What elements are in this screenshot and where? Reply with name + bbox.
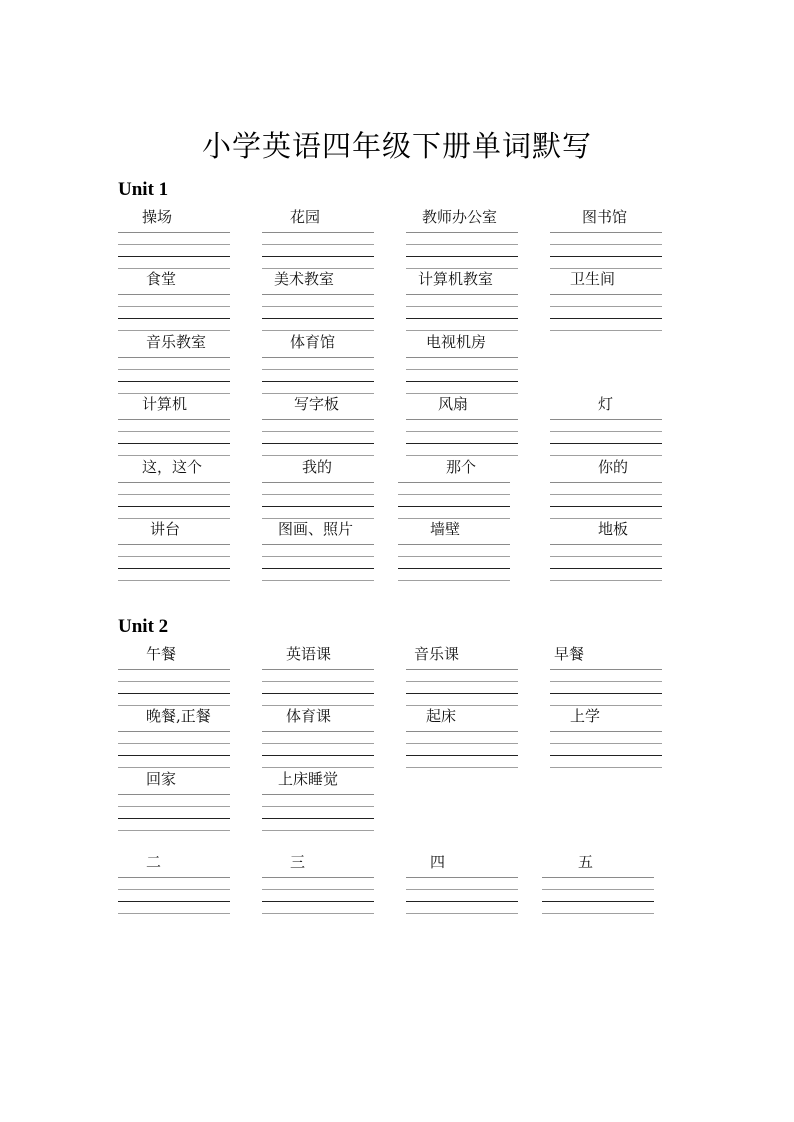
writing-line[interactable] — [262, 830, 374, 831]
writing-line[interactable] — [398, 518, 510, 519]
chinese-word-prompt: 美术教室 — [274, 270, 335, 288]
writing-line[interactable] — [406, 431, 518, 432]
chinese-word-prompt: 音乐课 — [414, 645, 460, 663]
writing-line[interactable] — [550, 743, 662, 744]
writing-line[interactable] — [118, 693, 230, 694]
writing-line[interactable] — [118, 381, 230, 382]
writing-line[interactable] — [118, 743, 230, 744]
word-cell — [542, 853, 654, 917]
word-cell — [406, 333, 518, 397]
writing-line[interactable] — [550, 681, 662, 682]
writing-line[interactable] — [550, 767, 662, 768]
writing-line[interactable] — [118, 568, 230, 569]
writing-line[interactable] — [262, 518, 374, 519]
writing-line[interactable] — [406, 455, 518, 456]
writing-line[interactable] — [550, 244, 662, 245]
writing-line[interactable] — [398, 506, 510, 507]
word-cell — [118, 208, 230, 272]
chinese-word-prompt: 音乐教室 — [146, 333, 207, 351]
chinese-word-prompt: 灯 — [598, 395, 614, 413]
writing-line[interactable] — [262, 431, 374, 432]
word-cell — [550, 645, 662, 709]
writing-line[interactable] — [118, 256, 230, 257]
writing-line[interactable] — [550, 568, 662, 569]
writing-line[interactable] — [118, 580, 230, 581]
page-title: 小学英语四年级下册单词默写 — [201, 129, 592, 163]
writing-line[interactable] — [118, 419, 230, 420]
word-cell — [406, 645, 518, 709]
chinese-word-prompt: 风扇 — [438, 395, 469, 413]
writing-line[interactable] — [406, 913, 518, 914]
word-cell — [118, 395, 230, 459]
writing-line[interactable] — [118, 357, 230, 358]
writing-line[interactable] — [118, 393, 230, 394]
writing-line[interactable] — [406, 889, 518, 890]
writing-line[interactable] — [118, 901, 230, 902]
word-cell — [550, 520, 662, 584]
writing-line[interactable] — [262, 419, 374, 420]
writing-line[interactable] — [118, 518, 230, 519]
writing-line[interactable] — [262, 268, 374, 269]
chinese-word-prompt: 这，这个 — [142, 458, 203, 476]
writing-line[interactable] — [118, 767, 230, 768]
writing-line[interactable] — [550, 330, 662, 331]
writing-line[interactable] — [118, 455, 230, 456]
writing-line[interactable] — [550, 268, 662, 269]
word-cell — [262, 770, 374, 834]
word-cell — [262, 520, 374, 584]
writing-line[interactable] — [262, 330, 374, 331]
word-cell — [398, 520, 510, 584]
writing-line[interactable] — [406, 294, 518, 295]
writing-line[interactable] — [550, 232, 662, 233]
writing-line[interactable] — [118, 818, 230, 819]
writing-line[interactable] — [262, 455, 374, 456]
writing-line[interactable] — [398, 482, 510, 483]
chinese-word-prompt: 图画、照片 — [278, 520, 354, 538]
writing-line[interactable] — [118, 681, 230, 682]
writing-line[interactable] — [542, 877, 654, 878]
writing-line[interactable] — [406, 256, 518, 257]
word-cell — [398, 458, 510, 522]
chinese-word-prompt: 五 — [578, 853, 594, 871]
writing-line[interactable] — [406, 681, 518, 682]
writing-line[interactable] — [550, 294, 662, 295]
chinese-word-prompt: 回家 — [146, 770, 177, 788]
writing-line[interactable] — [262, 877, 374, 878]
writing-line[interactable] — [406, 901, 518, 902]
chinese-word-prompt: 电视机房 — [426, 333, 487, 351]
writing-line[interactable] — [262, 681, 374, 682]
writing-line[interactable] — [118, 244, 230, 245]
writing-line[interactable] — [406, 357, 518, 358]
chinese-word-prompt: 午餐 — [146, 645, 177, 663]
writing-line[interactable] — [398, 568, 510, 569]
word-cell — [118, 853, 230, 917]
writing-line[interactable] — [406, 244, 518, 245]
writing-line[interactable] — [550, 494, 662, 495]
writing-line[interactable] — [118, 294, 230, 295]
word-cell — [550, 208, 662, 272]
writing-line[interactable] — [550, 693, 662, 694]
writing-line[interactable] — [262, 743, 374, 744]
writing-line[interactable] — [262, 544, 374, 545]
unit-heading: Unit 2 — [118, 616, 169, 637]
writing-line[interactable] — [262, 901, 374, 902]
chinese-word-prompt: 三 — [290, 853, 306, 871]
word-cell — [406, 853, 518, 917]
chinese-word-prompt: 起床 — [426, 707, 457, 725]
writing-line[interactable] — [262, 232, 374, 233]
word-cell — [262, 707, 374, 771]
chinese-word-prompt: 英语课 — [286, 645, 332, 663]
writing-line[interactable] — [542, 889, 654, 890]
writing-line[interactable] — [262, 556, 374, 557]
writing-line[interactable] — [262, 767, 374, 768]
writing-line[interactable] — [118, 544, 230, 545]
writing-line[interactable] — [118, 877, 230, 878]
writing-line[interactable] — [398, 494, 510, 495]
writing-line[interactable] — [118, 556, 230, 557]
writing-line[interactable] — [542, 901, 654, 902]
chinese-word-prompt: 图书馆 — [582, 208, 628, 226]
writing-line[interactable] — [550, 431, 662, 432]
writing-line[interactable] — [118, 506, 230, 507]
unit-heading: Unit 1 — [118, 179, 169, 200]
writing-line[interactable] — [118, 913, 230, 914]
word-cell — [118, 770, 230, 834]
writing-line[interactable] — [118, 306, 230, 307]
writing-line[interactable] — [406, 419, 518, 420]
writing-line[interactable] — [118, 431, 230, 432]
writing-line[interactable] — [118, 889, 230, 890]
writing-line[interactable] — [406, 369, 518, 370]
chinese-word-prompt: 我的 — [302, 458, 333, 476]
word-cell — [550, 270, 662, 334]
writing-line[interactable] — [406, 755, 518, 756]
writing-line[interactable] — [118, 369, 230, 370]
chinese-word-prompt: 墙壁 — [430, 520, 461, 538]
writing-line[interactable] — [118, 755, 230, 756]
writing-line[interactable] — [118, 330, 230, 331]
word-cell — [118, 707, 230, 771]
writing-line[interactable] — [406, 767, 518, 768]
writing-line[interactable] — [262, 580, 374, 581]
chinese-word-prompt: 上床睡觉 — [278, 770, 339, 788]
chinese-word-prompt: 早餐 — [554, 645, 585, 663]
writing-line[interactable] — [542, 913, 654, 914]
writing-line[interactable] — [262, 393, 374, 394]
writing-line[interactable] — [118, 482, 230, 483]
writing-line[interactable] — [262, 318, 374, 319]
word-cell — [118, 645, 230, 709]
chinese-word-prompt: 教师办公室 — [422, 208, 498, 226]
writing-line[interactable] — [262, 913, 374, 914]
word-cell — [262, 208, 374, 272]
writing-line[interactable] — [406, 381, 518, 382]
writing-line[interactable] — [406, 318, 518, 319]
writing-line[interactable] — [550, 256, 662, 257]
word-cell — [550, 458, 662, 522]
writing-line[interactable] — [550, 419, 662, 420]
writing-line[interactable] — [550, 443, 662, 444]
writing-line[interactable] — [398, 556, 510, 557]
chinese-word-prompt: 写字板 — [294, 395, 340, 413]
chinese-word-prompt: 二 — [146, 853, 162, 871]
writing-line[interactable] — [262, 806, 374, 807]
writing-line[interactable] — [406, 705, 518, 706]
writing-line[interactable] — [262, 357, 374, 358]
writing-line[interactable] — [262, 506, 374, 507]
chinese-word-prompt: 计算机教室 — [418, 270, 494, 288]
writing-line[interactable] — [262, 818, 374, 819]
writing-line[interactable] — [406, 306, 518, 307]
writing-line[interactable] — [118, 830, 230, 831]
writing-line[interactable] — [550, 518, 662, 519]
writing-line[interactable] — [262, 482, 374, 483]
writing-line[interactable] — [406, 669, 518, 670]
writing-line[interactable] — [118, 669, 230, 670]
writing-line[interactable] — [550, 482, 662, 483]
writing-line[interactable] — [550, 669, 662, 670]
writing-line[interactable] — [406, 393, 518, 394]
writing-line[interactable] — [118, 494, 230, 495]
word-cell — [262, 270, 374, 334]
writing-line[interactable] — [262, 256, 374, 257]
writing-line[interactable] — [262, 755, 374, 756]
writing-line[interactable] — [262, 889, 374, 890]
writing-line[interactable] — [406, 232, 518, 233]
chinese-word-prompt: 操场 — [142, 208, 173, 226]
writing-line[interactable] — [262, 369, 374, 370]
word-cell — [262, 458, 374, 522]
writing-line[interactable] — [550, 556, 662, 557]
writing-line[interactable] — [262, 244, 374, 245]
chinese-word-prompt: 卫生间 — [570, 270, 616, 288]
chinese-word-prompt: 体育课 — [286, 707, 332, 725]
chinese-word-prompt: 食堂 — [146, 270, 177, 288]
writing-line[interactable] — [550, 580, 662, 581]
chinese-word-prompt: 花园 — [290, 208, 321, 226]
writing-line[interactable] — [406, 693, 518, 694]
writing-line[interactable] — [118, 794, 230, 795]
writing-line[interactable] — [118, 232, 230, 233]
writing-line[interactable] — [550, 318, 662, 319]
writing-line[interactable] — [118, 268, 230, 269]
writing-line[interactable] — [262, 794, 374, 795]
writing-line[interactable] — [262, 705, 374, 706]
writing-line[interactable] — [406, 330, 518, 331]
word-cell — [406, 270, 518, 334]
chinese-word-prompt: 上学 — [570, 707, 601, 725]
chinese-word-prompt: 晚餐,正餐 — [146, 707, 211, 725]
word-cell — [262, 395, 374, 459]
writing-line[interactable] — [398, 580, 510, 581]
writing-line[interactable] — [262, 381, 374, 382]
chinese-word-prompt: 地板 — [598, 520, 629, 538]
word-cell — [262, 333, 374, 397]
writing-line[interactable] — [406, 443, 518, 444]
writing-line[interactable] — [262, 306, 374, 307]
writing-line[interactable] — [398, 544, 510, 545]
writing-line[interactable] — [406, 743, 518, 744]
word-cell — [262, 645, 374, 709]
writing-line[interactable] — [550, 544, 662, 545]
writing-line[interactable] — [262, 669, 374, 670]
chinese-word-prompt: 讲台 — [150, 520, 181, 538]
writing-line[interactable] — [550, 455, 662, 456]
word-cell — [550, 395, 662, 459]
writing-line[interactable] — [262, 568, 374, 569]
word-cell — [118, 333, 230, 397]
writing-line[interactable] — [550, 755, 662, 756]
word-cell — [406, 707, 518, 771]
writing-line[interactable] — [262, 731, 374, 732]
word-cell — [118, 520, 230, 584]
chinese-word-prompt: 你的 — [598, 458, 629, 476]
writing-line[interactable] — [118, 318, 230, 319]
writing-line[interactable] — [118, 443, 230, 444]
word-cell — [406, 208, 518, 272]
chinese-word-prompt: 体育馆 — [290, 333, 336, 351]
writing-line[interactable] — [118, 705, 230, 706]
writing-line[interactable] — [406, 268, 518, 269]
word-cell — [550, 707, 662, 771]
word-cell — [118, 458, 230, 522]
writing-line[interactable] — [550, 705, 662, 706]
word-cell — [406, 395, 518, 459]
writing-line[interactable] — [262, 494, 374, 495]
writing-line[interactable] — [550, 306, 662, 307]
writing-line[interactable] — [262, 693, 374, 694]
writing-line[interactable] — [550, 731, 662, 732]
writing-line[interactable] — [406, 731, 518, 732]
word-cell — [262, 853, 374, 917]
word-cell — [118, 270, 230, 334]
writing-line[interactable] — [118, 806, 230, 807]
writing-line[interactable] — [262, 294, 374, 295]
writing-line[interactable] — [262, 443, 374, 444]
writing-line[interactable] — [550, 506, 662, 507]
chinese-word-prompt: 那个 — [446, 458, 477, 476]
writing-line[interactable] — [406, 877, 518, 878]
writing-line[interactable] — [118, 731, 230, 732]
chinese-word-prompt: 四 — [430, 853, 446, 871]
chinese-word-prompt: 计算机 — [142, 395, 188, 413]
